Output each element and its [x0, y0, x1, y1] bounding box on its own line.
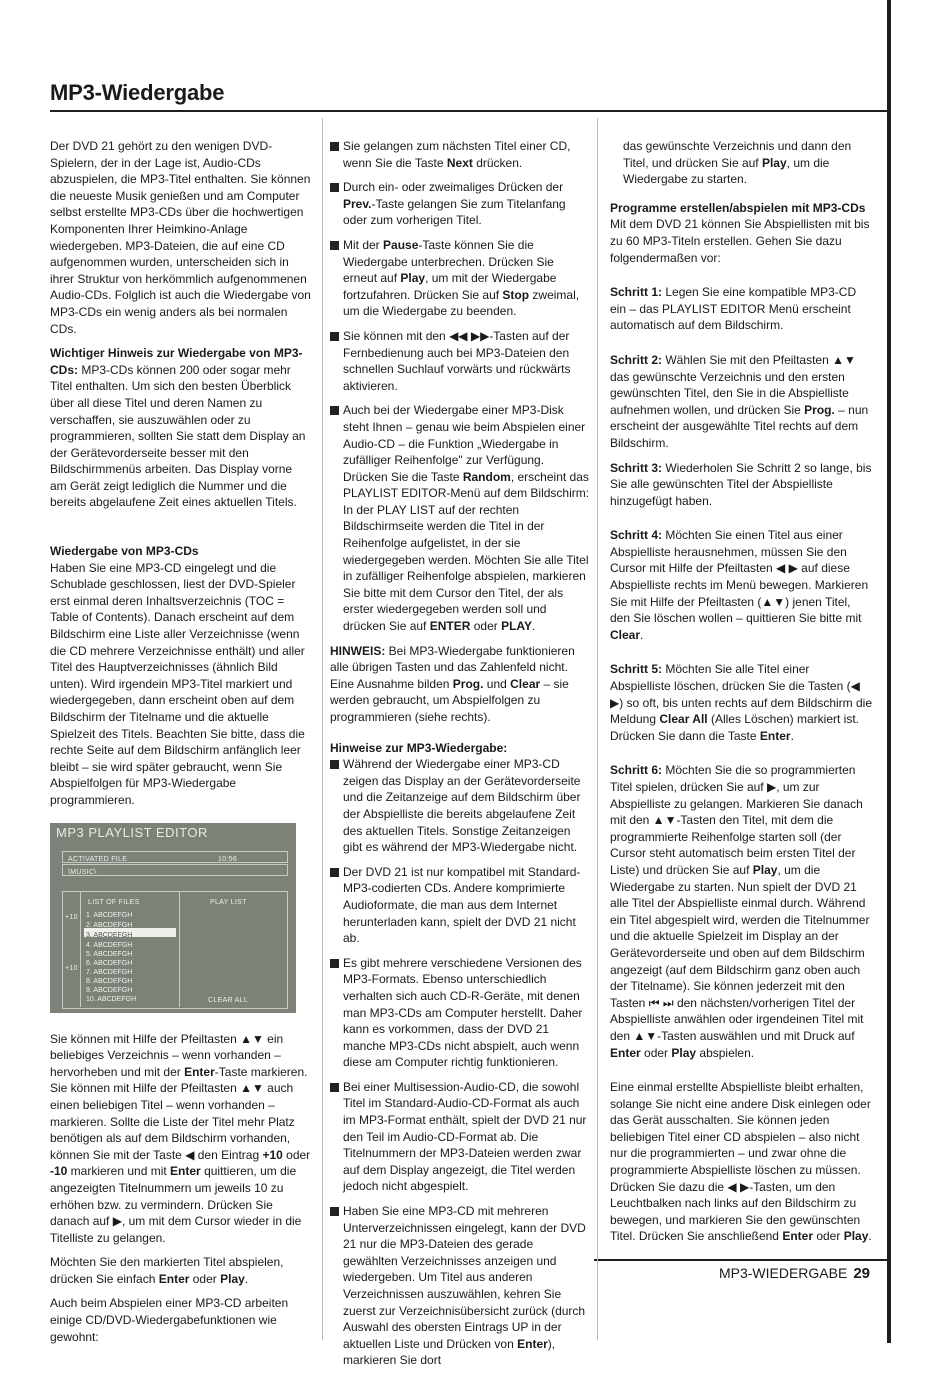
hint-item: Bei einer Multisession-Audio-CD, die sowohl Titel im Standard-Audio-CD-Format als auch im MP3-Format enthält, spielt der DVD 21 nur den Teil im Audio-CD-Format ab. Die Titelnummern der MP3-Dateien werden zwar auf dem Display angezeigt, die Titel werden jedoch nicht abgespielt. — [330, 1079, 590, 1195]
programme-paragraph: Mit dem DVD 21 können Sie Abspiellisten mit bis zu 60 MP3-Titeln erstellen. Gehen Sie dazu folgendermaßen vor: — [610, 217, 870, 265]
file-item: 1. ABCDEFGH — [86, 911, 133, 919]
hint-item: Der DVD 21 ist nur kompatibel mit Standard-MP3-codierten CDs. Andere komprimierte Audioformate, die man aus dem Internet herunterladen kann, spielt der DVD 21 nicht ab. — [330, 864, 590, 947]
bullet-random: Auch bei der Wiedergabe einer MP3-Disk steht Ihnen – genau wie beim Abspielen einer Audio-CD – die Funktion „Wiedergabe in zufälliger Reihenfolge" zur Verfügung. Drücken Sie die Taste Random, erscheint das PLAYLIST EDITOR-Menü auf dem Bildschirm: In der PLAY LIST auf der rechten Bildschirmseite werden die Titel in der Reihenfolge aufgelistet, in der sie wiedergegeben werden. Möchten Sie alle Titel in zufälliger Reihenfolge abspielen, markieren Sie bitte mit dem Cursor den Titel, der als erster wiedergegeben werden soll und drücken Sie auf ENTER oder PLAY. — [330, 402, 590, 634]
file-item: 2. ABCDEFGH — [86, 921, 133, 929]
bullet-pause: Mit der Pause-Taste können Sie die Wiedergabe unterbrechen. Drücken Sie erneut auf Play, um mit der Wiedergabe fortzufahren. Drücken Sie auf Stop zweimal, um die Wiedergabe zu beenden. — [330, 237, 590, 320]
subheading-wiedergabe: Wiedergabe von MP3-CDs — [50, 544, 199, 559]
column-2 — [330, 138, 590, 1377]
column-separator — [322, 118, 323, 1340]
continued-paragraph: das gewünschte Verzeichnis und dann den Titel, und drücken Sie auf Play, um die Wiedergabe zu starten. — [623, 139, 852, 187]
bullet-prev: Durch ein- oder zweimaliges Drücken der Prev.-Taste gelangen Sie zum Titelanfang oder zum vorherigen Titel. — [330, 179, 590, 229]
hint-item: Es gibt mehrere verschiedene Versionen des MP3-Formats. Ebenso unterschiedlich verhalten sich auch CD-R-Geräte, mit denen man MP3-CDs am Computer herstellt. Daher kann es vorkommen, dass der DVD 21 manche MP3-CDs nicht abspielt, auch wenn diese am Computer richtig funktionieren. — [330, 955, 590, 1071]
file-item: 4. ABCDEFGH — [86, 941, 133, 949]
step-3: Schritt 3: Wiederholen Sie Schritt 2 so lange, bis Sie alle gewünschten Titel der Abspielliste hinzugefügt haben. — [610, 460, 872, 508]
play-paragraph: Möchten Sie den markierten Titel abspielen, drücken Sie einfach Enter oder Play. — [50, 1255, 284, 1286]
column-separator — [597, 118, 598, 1340]
clear-all-label: CLEAR ALL — [208, 996, 249, 1004]
time-display: 10:56 — [218, 855, 238, 863]
file-item: 6. ABCDEFGH — [86, 959, 133, 967]
step-5: Schritt 5: Möchten Sie alle Titel einer Abspielliste löschen, drücken Sie die Tasten (◀ ▶) so oft, bis unten rechts auf dem Bildschirm die Meldung Clear All (Alles Löschen) markiert ist. Drücken Sie dann die Taste Enter. — [610, 662, 873, 743]
activated-file-label: ACTIVATED FILE — [68, 855, 128, 863]
column-3 — [610, 138, 872, 1253]
step-2: Schritt 2: Wählen Sie mit den Pfeiltasten ▲▼ das gewünschte Verzeichnis und den ersten gewünschten Titel, den Sie in die Abspielliste aufnehmen wollen, und drücken Sie Prog. – nun erscheint der ausgewählte Titel rechts auf dem Bildschirm. — [610, 352, 869, 450]
playlist-editor-screenshot — [50, 823, 296, 1013]
bullet-next: Sie gelangen zum nächsten Titel einer CD, wenn Sie die Taste Next drücken. — [330, 138, 590, 171]
page-edge-rule — [887, 0, 891, 1343]
step-1: Schritt 1: Legen Sie eine kompatible MP3-CD ein – das PLAYLIST EDITOR Menü erscheint automatisch auf dem Bildschirm. — [610, 285, 857, 333]
final-paragraph: Eine einmal erstellte Abspielliste bleibt erhalten, solange Sie nicht eine andere Disk einlegen oder das Gerät ausschalten. Sie können jeden beliebigen Titel einer CD abspielen – also nicht nur die programmierten – und zwar ohne die programmierte Abspielliste löschen zu müssen. Drücken Sie dazu die ◀ ▶-Tasten, um den Leuchtbalken nach links auf den Bildschirm zu bewegen, und markieren Sie den gewünschten Titel. Drücken Sie anschließend Enter oder Play. — [610, 1080, 872, 1244]
step-4: Schritt 4: Möchten Sie einen Titel aus einer Abspielliste herausnehmen, müssen Sie den Cursor mit Hilfe der Pfeiltasten ◀ ▶ auf diese Abspielliste rechts im Menü bewegen. Markieren Sie mit Hilfe der Pfeiltasten (▲▼) jenen Titel, den Sie löschen wollen – quittieren Sie bitte mit Clear. — [610, 528, 869, 642]
hint-item: Haben Sie eine MP3-CD mit mehreren Unterverzeichnissen eingelegt, kann der DVD 21 nur die MP3-Dateien des gerade gewählten Verzeichnisses anzeigen und wiedergeben. Um Titel aus anderen Verzeichnissen auszuwählen, kehren Sie zuerst zur Verzeichnisübersicht zurück (durch Auswahl des obersten Eintrags UP in der aktuellen Liste und Drücken von Enter), markieren Sie dort — [330, 1203, 590, 1369]
intro-paragraph: Der DVD 21 gehört zu den wenigen DVD-Spielern, der in der Lage ist, Audio-CDs abzuspielen, die MP3-Titel enthalten. Sie können die neueste Musik genießen und am Computer selbst erstellte MP3-CDs über die hochwertigen Komponenten Ihrer Heimkino-Anlage wiedergeben. MP3-Dateien, die auf eine CD aufgenommen wurden, unterscheiden sich in ihrer Struktur von herkömmlich aufgenommenen Audio-CDs. Folglich ist auch die Wiedergabe von MP3-CDs ein wenig anders als bei normalen CDs. — [50, 139, 311, 336]
file-item: 5. ABCDEFGH — [86, 950, 133, 958]
column-1 — [50, 138, 312, 1353]
hinweis-paragraph: HINWEIS: Bei MP3-Wiedergabe funktionieren alle übrigen Tasten und das Zahlenfeld nicht. Eine Ausnahme bilden Prog. und Clear – sie werden gebraucht, um Abspielfolgen zu programmieren (siehe rechts). — [330, 643, 575, 724]
play-list-label: PLAY LIST — [210, 898, 247, 906]
navigation-paragraph: Sie können mit Hilfe der Pfeiltasten ▲▼ ein beliebiges Verzeichnis – wenn vorhanden – hervorheben und mit der Enter-Taste markieren. Sie können mit Hilfe der Pfeiltasten ▲▼ auch einen beliebigen Titel – wenn vorhanden – markieren. Sollte die Liste der Titel mehr Platz benötigen als auf dem Bildschirm vorhanden, können Sie mit der Taste ◀ den Eintrag +10 oder -10 markieren und mit Enter quittieren, um die angezeigten Titelnummern um jeweils 10 zu erhöhen bzw. zu vermindern. Drücken Sie danach auf ▶, um mit dem Cursor wieder in die Titelliste zu gelangen. — [50, 1031, 311, 1245]
footer-section-label: MP3-WIEDERGABE — [718, 1265, 848, 1281]
path-label: \MUSIC\ — [68, 868, 97, 876]
plus10-bottom: +10 — [65, 964, 78, 972]
footer-rule — [594, 1259, 887, 1261]
file-item: 7. ABCDEFGH — [86, 968, 133, 976]
screenshot-title: MP3 PLAYLIST EDITOR — [56, 824, 208, 840]
wiedergabe-paragraph: Haben Sie eine MP3-CD eingelegt und die Schublade geschlossen, liest der DVD-Spieler erst einmal deren Inhaltsverzeichnis (TOC = Table of Contents). Danach erscheint auf dem Bildschirm eine Liste aller Verzeichnisse (wenn die CD mehrere Verzeichnisse enthält) und aller Titel des Hauptverzeichnisses (ähnlich Bild unten). Wird irgendein MP3-Titel markiert und wiedergegeben, dann erscheint oben auf dem Bildschirm der Titelname und die aktuelle Spielzeit des Titels. Beachten Sie bitte, dass die rechte Seite auf dem Bildschirm anfänglich leer bleibt – sie wird später gebraucht, wenn Sie Abspielfolgen für MP3-Wiedergabe programmieren. — [50, 560, 305, 807]
page-number: 29 — [853, 1265, 870, 1282]
bullet-search: Sie können mit den ◀◀ ▶▶-Tasten auf der Fernbedienung auch bei MP3-Dateien den schnellen Suchlauf vorwärts und rückwärts aktivieren. — [330, 328, 590, 394]
page-footer — [719, 1265, 870, 1282]
hint-item: Während der Wiedergabe einer MP3-CD zeigen das Display an der Gerätevorderseite und die Zeitanzeige auf dem Bildschirm über der Abspielliste die bereits abgelaufene Zeit des aktuellen Titels. Sonstige Zeitanzeigen gibt es während der MP3-Wiedergabe nicht. — [330, 756, 590, 856]
subheading-programme: Programme erstellen/abspielen mit MP3-CDs — [610, 200, 866, 215]
header-rule — [50, 110, 887, 112]
file-item: 10. ABCDEFGH — [86, 995, 137, 1003]
plus10-top: +10 — [65, 913, 78, 921]
file-item: 8. ABCDEFGH — [86, 977, 133, 985]
note-paragraph: Wichtiger Hinweis zur Wiedergabe von MP3-CDs: MP3-CDs können 200 oder sogar mehr Titel enthalten. Um sich den besten Überblick über all diese Titel und deren Namen zu verschaffen, sie auszuwählen oder zu programmieren, sollten Sie statt dem Display an der Gerätevorderseite besser mit den Bildschirmmenüs arbeiten. Das Display vorne am Gerät zeigt lediglich die Nummer und die bereits abgelaufene Zeit eines aktuellen Titels. — [50, 346, 306, 510]
page-title: MP3-Wiedergabe — [50, 80, 225, 105]
functions-paragraph: Auch beim Abspielen einer MP3-CD arbeiten einige CD/DVD-Wiedergabefunktionen wie gewohnt: — [50, 1296, 289, 1344]
step-6: Schritt 6: Möchten Sie die so programmierten Titel spielen, drücken Sie auf ▶, um zur Abspielliste zu gelangen. Markieren Sie danach mit den ▲▼-Tasten den Titel, mit dem die programmierte Reihenfolge starten soll (der Cursor steht automatisch beim ersten Titel der Liste) und drücken Sie auf Play, um die Wiedergabe zu starten. Nun spielt der DVD 21 alle Titel der Abspielliste einmal durch. Während ein Titel abgespielt wird, werden die Titelnummer und die aktuelle Spielzeit im Display an der Gerätevorderseite und oben auf dem Bildschirm angezeigt (auf dem Bildschirm ganz oben auch der Titelname). Sie können jederzeit mit den Tasten ⏮ ⏭ den nächsten/vorherigen Titel der Abspielliste anwählen oder irgendeinen Titel mit den ▲▼-Tasten auswählen und mit Druck auf Enter oder Play abspielen. — [610, 763, 870, 1060]
subheading-hinweise: Hinweise zur MP3-Wiedergabe: — [330, 740, 508, 755]
list-of-files-label: LIST OF FILES — [88, 898, 140, 906]
file-item: 3. ABCDEFGH — [86, 931, 133, 939]
file-item: 9. ABCDEFGH — [86, 986, 133, 994]
